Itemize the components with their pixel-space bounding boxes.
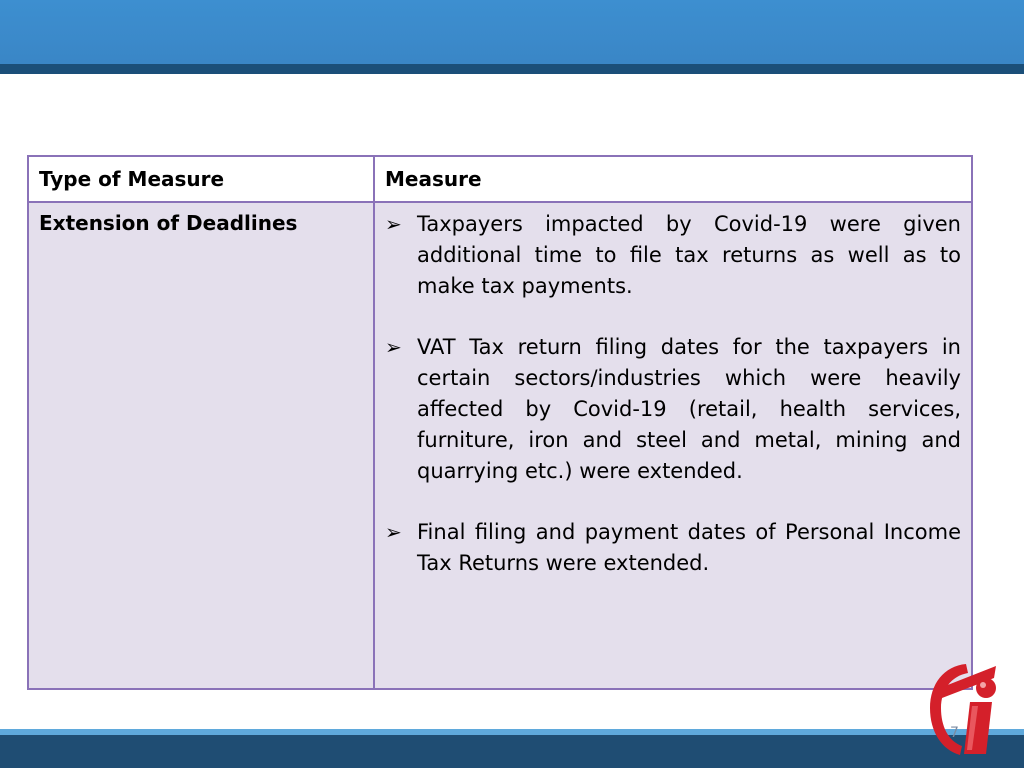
column-header-measure: Measure (374, 156, 972, 202)
measure-text: Taxpayers impacted by Covid-19 were given additional time to file tax returns as well as to make tax payments. (417, 212, 961, 298)
measure-details-cell (374, 202, 972, 689)
table-row (28, 202, 972, 689)
arrow-bullet-icon: ➢ (385, 520, 402, 544)
arrow-bullet-icon: ➢ (385, 335, 402, 359)
measure-list (385, 209, 961, 579)
footer-band (0, 735, 1024, 768)
measures-table (27, 155, 973, 690)
arrow-bullet-icon: ➢ (385, 212, 402, 236)
column-header-type: Type of Measure (28, 156, 374, 202)
header-band (0, 0, 1024, 64)
list-item (385, 332, 961, 487)
measure-text: VAT Tax return filing dates for the taxpayers in certain sectors/industries which were heavily affected by Covid-19 (retail, health services, furniture, iron and steel and metal, mining and quarrying etc.) were extended. (417, 335, 961, 483)
table-header-row (28, 156, 972, 202)
measure-type-cell: Extension of Deadlines (28, 202, 374, 689)
organization-logo-icon (926, 658, 1002, 758)
list-item (385, 517, 961, 579)
list-item (385, 209, 961, 302)
page-number: 7 (950, 725, 959, 741)
header-rule (0, 64, 1024, 74)
measure-text: Final filing and payment dates of Personal Income Tax Returns were extended. (417, 520, 961, 575)
